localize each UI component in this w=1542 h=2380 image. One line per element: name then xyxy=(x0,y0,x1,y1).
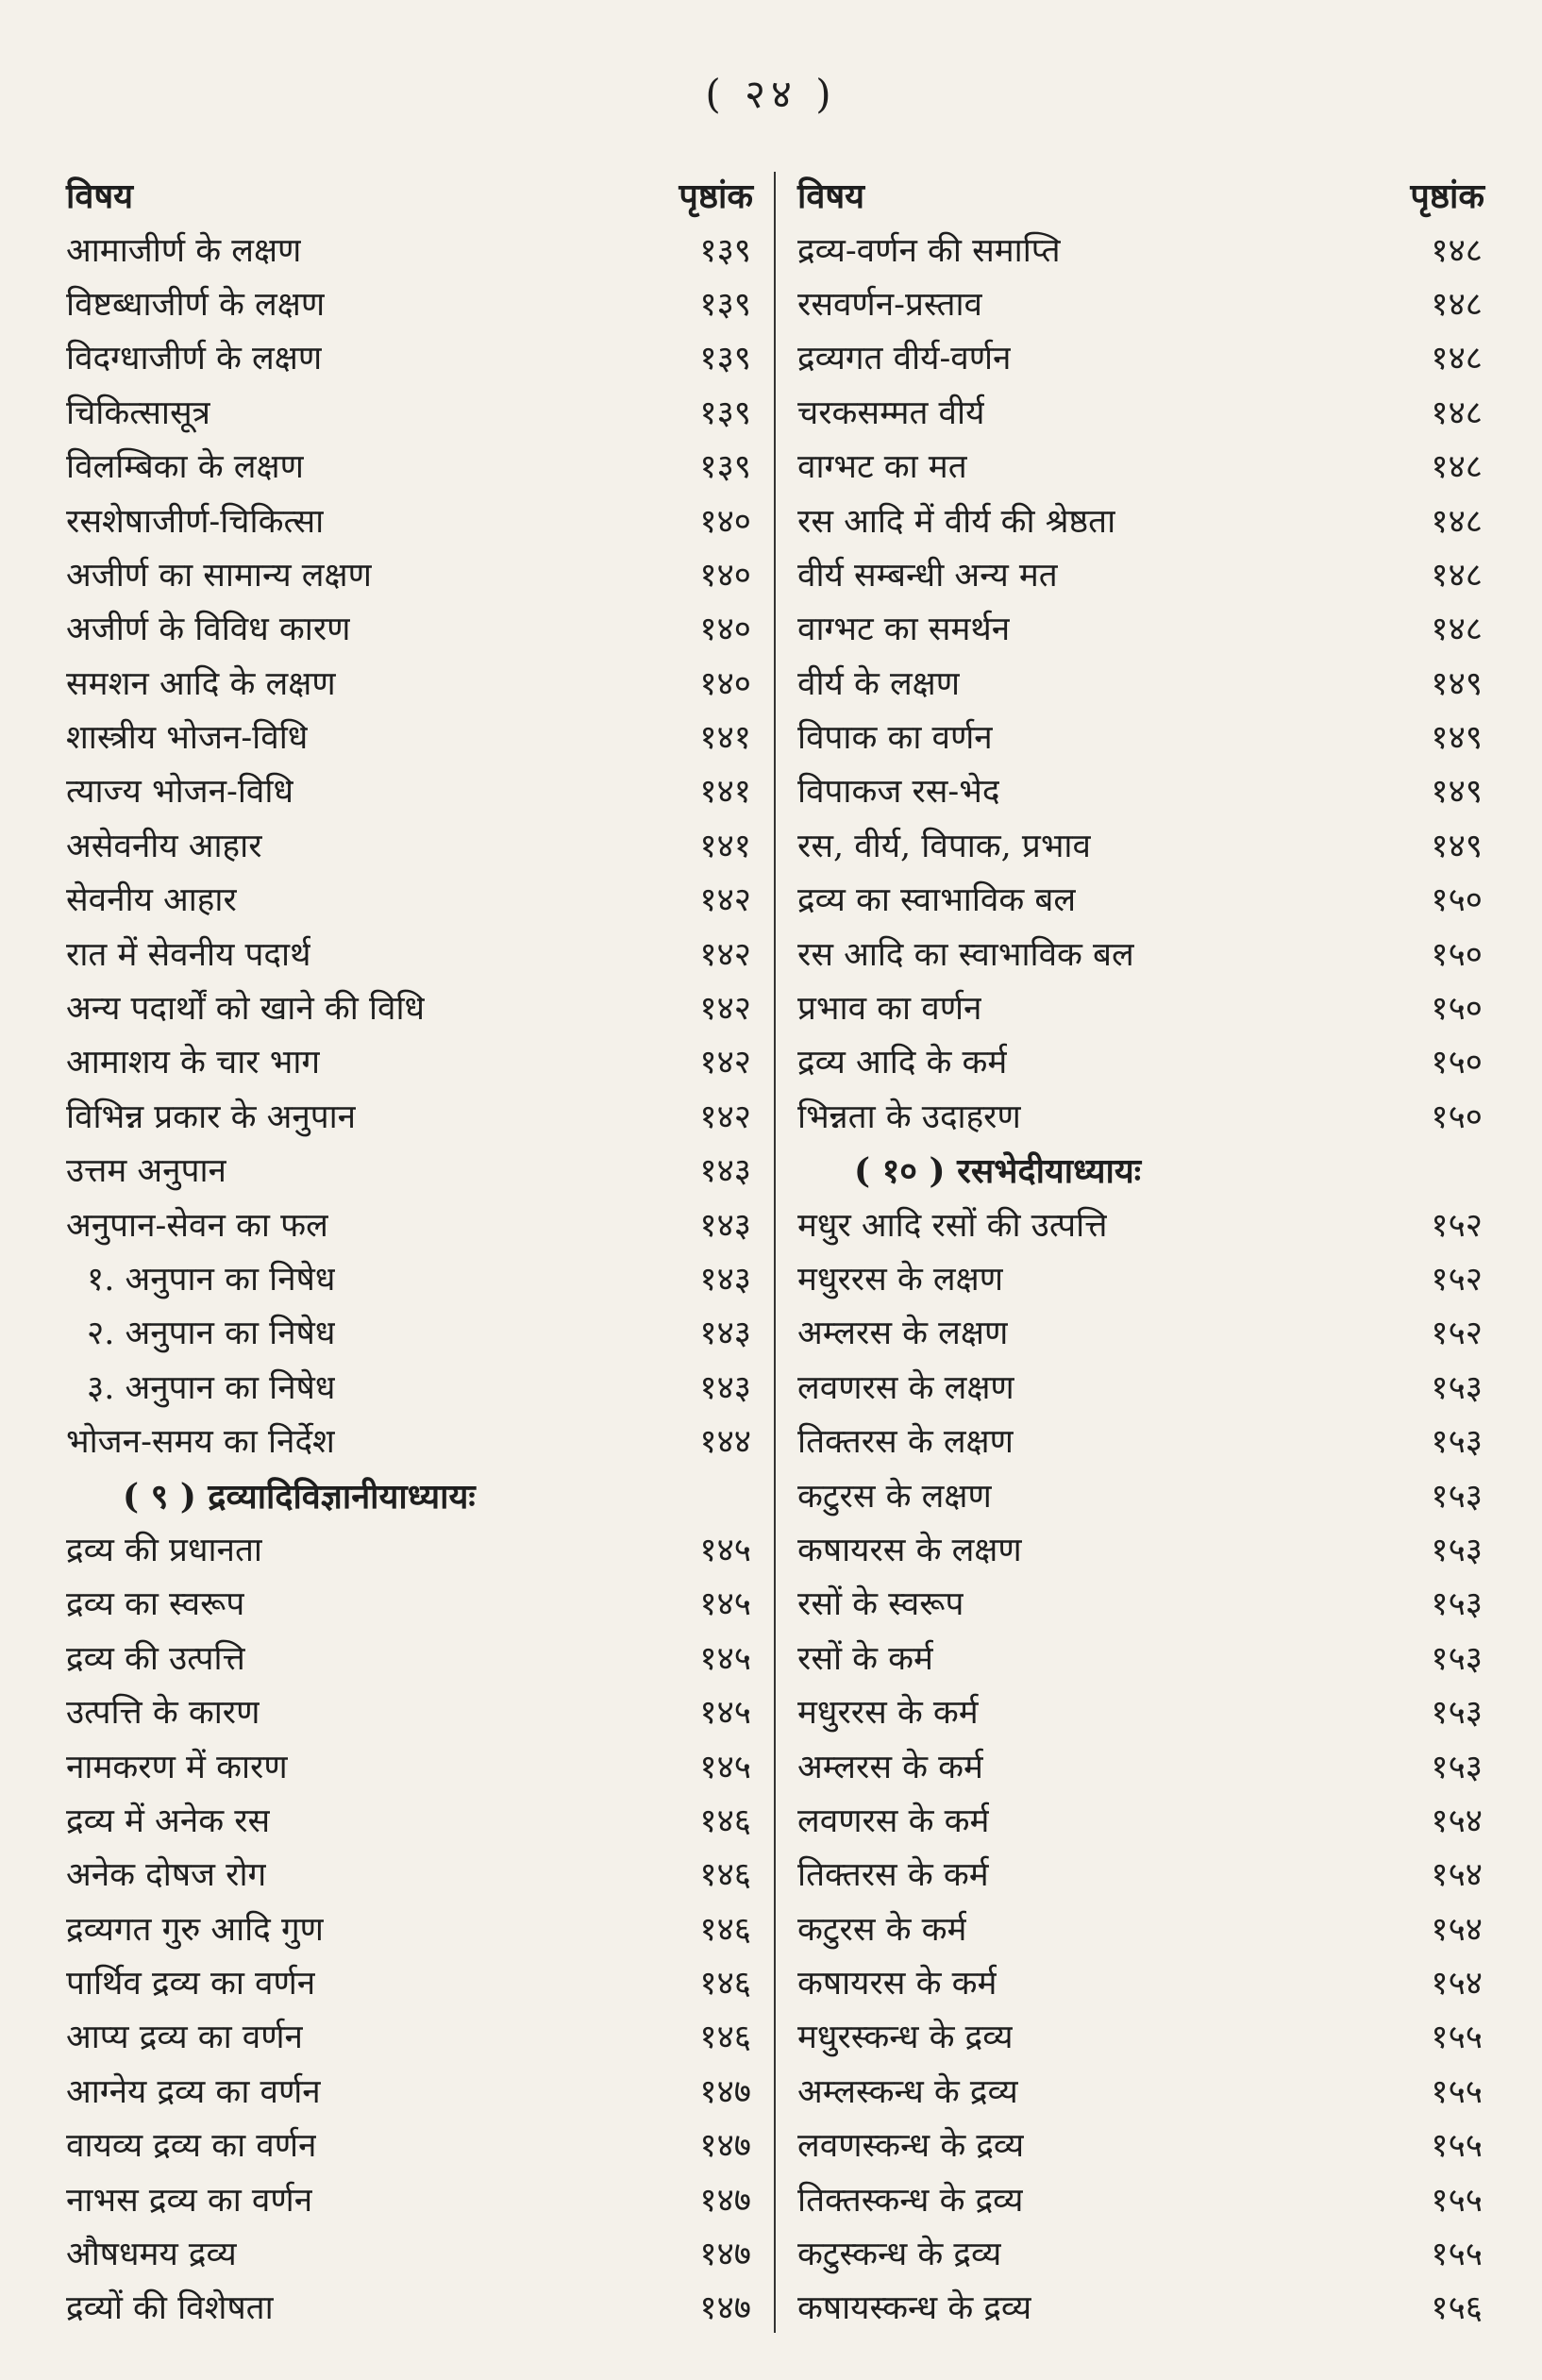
entry-page-number: १३९ xyxy=(699,394,751,432)
entry-title: लवणरस के कर्म xyxy=(797,1802,990,1840)
entry-page-number: १५२ xyxy=(1431,1206,1483,1245)
toc-entry xyxy=(66,818,753,872)
entry-title: औषधमय द्रव्य xyxy=(66,2236,237,2274)
left-column xyxy=(66,168,753,2335)
page-number: ( २४ ) xyxy=(705,71,837,117)
entry-title: द्रव्य की प्रधानता xyxy=(66,1531,262,1569)
toc-entry xyxy=(66,1034,753,1088)
entry-title: २. अनुपान का निषेध xyxy=(87,1315,336,1353)
entry-title: तिक्तरस के कर्म xyxy=(797,1856,989,1895)
entry-title: रस, वीर्य, विपाक, प्रभाव xyxy=(797,827,1091,865)
entry-page-number: १४७ xyxy=(699,2181,751,2220)
toc-entry xyxy=(797,1576,1484,1630)
entry-page-number: १४६ xyxy=(699,1965,751,2003)
entry-title: लवणरस के लक्षण xyxy=(797,1368,1014,1407)
right-column xyxy=(797,168,1484,2335)
toc-entry xyxy=(797,2009,1484,2063)
entry-page-number: १५३ xyxy=(1431,1423,1483,1462)
entry-title: वीर्य सम्बन्धी अन्य मत xyxy=(797,556,1058,595)
entry-title: कषायरस के कर्म xyxy=(797,1965,997,2003)
entry-page-number: १४३ xyxy=(699,1206,751,1245)
entry-page-number: १४१ xyxy=(699,827,751,865)
entry-page-number: १४२ xyxy=(699,1044,751,1082)
entry-page-number: १४७ xyxy=(699,2127,751,2166)
entry-page-number: १४० xyxy=(699,611,751,649)
entry-title: विभिन्न प्रकार के अनुपान xyxy=(66,1098,357,1136)
entry-page-number: १५३ xyxy=(1431,1585,1483,1624)
toc-entry xyxy=(66,601,753,655)
entry-title: अनुपान-सेवन का फल xyxy=(66,1206,328,1245)
entry-page-number: १५५ xyxy=(1431,2127,1483,2166)
entry-page-number: १४९ xyxy=(1431,827,1483,865)
entry-title: द्रव्य आदि के कर्म xyxy=(797,1044,1008,1082)
entry-title: त्याज्य भोजन-विधि xyxy=(66,773,293,812)
left-entry-list xyxy=(66,222,753,2334)
toc-entry xyxy=(66,1738,753,1792)
toc-entry xyxy=(797,1467,1484,1521)
entry-page-number: १४६ xyxy=(699,1910,751,1949)
entry-page-number: १५५ xyxy=(1431,2236,1483,2274)
toc-entry xyxy=(66,330,753,384)
entry-page-number: १४३ xyxy=(699,1261,751,1299)
entry-page-number: १५४ xyxy=(1431,1965,1483,2003)
entry-page-number: १४८ xyxy=(1431,556,1483,595)
entry-title: नाभस द्रव्य का वर्णन xyxy=(66,2181,313,2220)
entry-page-number: १४७ xyxy=(699,2289,751,2328)
entry-title: ३. अनुपान का निषेध xyxy=(87,1368,336,1407)
page-header: पृष्ठांक xyxy=(1410,176,1484,217)
toc-entry xyxy=(66,763,753,817)
entry-title: आमाजीर्ण के लक्षण xyxy=(66,231,302,270)
entry-page-number: १५५ xyxy=(1431,2072,1483,2111)
entry-title: द्रव्य का स्वाभाविक बल xyxy=(797,881,1077,920)
toc-entry xyxy=(66,547,753,601)
entry-page-number: १४५ xyxy=(699,1531,751,1569)
entry-page-number: १४६ xyxy=(699,1802,751,1840)
toc-entry xyxy=(66,493,753,546)
entry-title: वायव्य द्रव्य का वर्णन xyxy=(66,2127,317,2166)
entry-page-number: १३९ xyxy=(699,231,751,270)
entry-title: कषायरस के लक्षण xyxy=(797,1531,1022,1569)
entry-page-number: १४५ xyxy=(699,1585,751,1624)
entry-title: अनेक दोषज रोग xyxy=(66,1856,267,1895)
toc-entry xyxy=(66,2280,753,2334)
toc-entry xyxy=(797,763,1484,817)
toc-entry xyxy=(797,818,1484,872)
entry-page-number: १४६ xyxy=(699,2019,751,2057)
toc-entry xyxy=(797,872,1484,926)
entry-title: द्रव्यों की विशेषता xyxy=(66,2289,274,2328)
entry-title: कटुरस के कर्म xyxy=(797,1910,967,1949)
toc-entry xyxy=(797,1902,1484,1955)
entry-title: रसों के स्वरूप xyxy=(797,1585,964,1624)
entry-page-number: १४८ xyxy=(1431,448,1483,487)
toc-entry xyxy=(66,1522,753,1576)
entry-title: सेवनीय आहार xyxy=(66,881,237,920)
toc-entry xyxy=(797,547,1484,601)
column-divider xyxy=(774,172,776,2333)
toc-entry xyxy=(66,926,753,980)
entry-title: भोजन-समय का निर्देश xyxy=(66,1423,335,1462)
entry-title: भिन्नता के उदाहरण xyxy=(797,1098,1021,1136)
entry-page-number: १४२ xyxy=(699,1098,751,1136)
toc-entry xyxy=(797,2280,1484,2334)
entry-page-number: १४० xyxy=(699,556,751,595)
entry-title: अजीर्ण के विविध कारण xyxy=(66,611,351,649)
toc-entry xyxy=(66,2118,753,2171)
toc-entry xyxy=(797,2118,1484,2171)
entry-page-number: १४४ xyxy=(699,1423,751,1462)
toc-entry xyxy=(797,1738,1484,1792)
toc-entry xyxy=(66,222,753,276)
toc-entry xyxy=(66,1414,753,1467)
entry-title: उत्पत्ति के कारण xyxy=(66,1694,260,1733)
page-header: पृष्ठांक xyxy=(679,176,753,217)
entry-page-number: १५३ xyxy=(1431,1639,1483,1678)
entry-title: द्रव्य-वर्णन की समाप्ति xyxy=(797,231,1061,270)
entry-title: द्रव्य की उत्पत्ति xyxy=(66,1639,245,1678)
entry-page-number: १५३ xyxy=(1431,1368,1483,1407)
entry-page-number: १४९ xyxy=(1431,719,1483,758)
toc-entry xyxy=(66,1305,753,1359)
entry-title: वीर्य के लक्षण xyxy=(797,664,961,703)
entry-title: प्रभाव का वर्णन xyxy=(797,990,982,1029)
entry-title: शास्त्रीय भोजन-विधि xyxy=(66,719,309,758)
entry-page-number: १४७ xyxy=(699,2072,751,2111)
entry-page-number: १४० xyxy=(699,664,751,703)
toc-entry xyxy=(797,1955,1484,2009)
entry-page-number: १४५ xyxy=(699,1748,751,1786)
entry-title: उत्तम अनुपान xyxy=(66,1152,226,1191)
entry-page-number: १४८ xyxy=(1431,394,1483,432)
toc-entry xyxy=(66,980,753,1034)
toc-entry xyxy=(797,980,1484,1034)
toc-entry xyxy=(66,1902,753,1955)
toc-entry xyxy=(66,1360,753,1414)
toc-entry xyxy=(797,1034,1484,1088)
entry-page-number: १५३ xyxy=(1431,1748,1483,1786)
toc-entry xyxy=(797,1251,1484,1305)
toc-entry xyxy=(797,493,1484,546)
toc-entry xyxy=(797,277,1484,330)
toc-entry xyxy=(797,385,1484,439)
toc-entry xyxy=(66,1631,753,1684)
toc-entry xyxy=(797,222,1484,276)
toc-entry xyxy=(797,1793,1484,1847)
entry-page-number: १३९ xyxy=(699,448,751,487)
entry-title: द्रव्यगत गुरु आदि गुण xyxy=(66,1910,324,1949)
entry-title: रात में सेवनीय पदार्थ xyxy=(66,935,311,974)
entry-title: आप्य द्रव्य का वर्णन xyxy=(66,2019,303,2057)
entry-page-number: १५० xyxy=(1431,935,1483,974)
entry-title: मधुर आदि रसों की उत्पत्ति xyxy=(797,1206,1108,1245)
toc-entry xyxy=(797,2171,1484,2225)
toc-entry xyxy=(66,2064,753,2118)
entry-title: अम्लस्कन्ध के द्रव्य xyxy=(797,2072,1018,2111)
entry-page-number: १५० xyxy=(1431,881,1483,920)
toc-entry xyxy=(797,439,1484,493)
entry-title: अम्लरस के कर्म xyxy=(797,1748,983,1786)
entry-page-number: १४८ xyxy=(1431,502,1483,541)
toc-entry xyxy=(66,710,753,763)
entry-page-number: १५० xyxy=(1431,1044,1483,1082)
entry-page-number: १४८ xyxy=(1431,285,1483,324)
entry-page-number: १४३ xyxy=(699,1315,751,1353)
entry-title: विपाकज रस-भेद xyxy=(797,773,1000,812)
entry-page-number: १५४ xyxy=(1431,1856,1483,1895)
entry-page-number: १४१ xyxy=(699,773,751,812)
entry-page-number: १४२ xyxy=(699,990,751,1029)
chapter-heading: ( १० ) रसभेदीयाध्यायः xyxy=(854,1151,1142,1192)
toc-entry xyxy=(66,872,753,926)
entry-title: वाग्भट का मत xyxy=(797,448,967,487)
entry-page-number: १४७ xyxy=(699,2236,751,2274)
chapter-heading: ( ९ ) द्रव्यादिविज्ञानीयाध्यायः xyxy=(123,1476,476,1517)
entry-page-number: १५२ xyxy=(1431,1261,1483,1299)
entry-page-number: १४९ xyxy=(1431,664,1483,703)
entry-title: रस आदि का स्वाभाविक बल xyxy=(797,935,1134,974)
entry-page-number: १५३ xyxy=(1431,1477,1483,1516)
entry-page-number: १५० xyxy=(1431,990,1483,1029)
toc-entry xyxy=(797,710,1484,763)
toc-entry xyxy=(66,439,753,493)
toc-entry xyxy=(797,656,1484,710)
toc-entry xyxy=(66,1089,753,1143)
entry-page-number: १४२ xyxy=(699,881,751,920)
entry-page-number: १५३ xyxy=(1431,1531,1483,1569)
entry-title: कटुरस के लक्षण xyxy=(797,1477,992,1516)
entry-title: चरकसम्मत वीर्य xyxy=(797,394,985,432)
entry-title: द्रव्य में अनेक रस xyxy=(66,1802,271,1840)
toc-entry xyxy=(797,1360,1484,1414)
toc-entry xyxy=(66,1251,753,1305)
entry-page-number: १४९ xyxy=(1431,773,1483,812)
entry-title: तिक्तरस के लक्षण xyxy=(797,1423,1014,1462)
entry-title: लवणस्कन्ध के द्रव्य xyxy=(797,2127,1025,2166)
entry-title: रसवर्णन-प्रस्ताव xyxy=(797,285,982,324)
entry-title: विदग्धाजीर्ण के लक्षण xyxy=(66,340,323,378)
toc-entry xyxy=(66,2226,753,2280)
toc-entry xyxy=(797,1684,1484,1738)
toc-entry xyxy=(797,2226,1484,2280)
entry-page-number: १४२ xyxy=(699,935,751,974)
entry-page-number: १४८ xyxy=(1431,611,1483,649)
toc-entry xyxy=(66,2171,753,2225)
toc-entry xyxy=(66,1684,753,1738)
toc-entry xyxy=(797,1414,1484,1467)
entry-page-number: १३९ xyxy=(699,285,751,324)
entry-title: द्रव्य का स्वरूप xyxy=(66,1585,245,1624)
entry-title: पार्थिव द्रव्य का वर्णन xyxy=(66,1965,316,2003)
entry-page-number: १४३ xyxy=(699,1152,751,1191)
entry-title: १. अनुपान का निषेध xyxy=(87,1261,336,1299)
toc-entry xyxy=(797,1305,1484,1359)
toc-entry xyxy=(66,2009,753,2063)
toc-entry xyxy=(797,1197,1484,1250)
entry-title: विलम्बिका के लक्षण xyxy=(66,448,304,487)
entry-page-number: १३९ xyxy=(699,340,751,378)
entry-title: अजीर्ण का सामान्य लक्षण xyxy=(66,556,372,595)
subject-header: विषय xyxy=(66,176,134,217)
entry-title: विष्टब्धाजीर्ण के लक्षण xyxy=(66,285,326,324)
entry-page-number: १५५ xyxy=(1431,2019,1483,2057)
toc-entry xyxy=(797,1089,1484,1143)
toc-entry xyxy=(66,1793,753,1847)
entry-page-number: १५६ xyxy=(1431,2289,1483,2328)
toc-entry xyxy=(797,1847,1484,1901)
toc-entry xyxy=(797,330,1484,384)
entry-page-number: १५३ xyxy=(1431,1694,1483,1733)
entry-title: द्रव्यगत वीर्य-वर्णन xyxy=(797,340,1012,378)
entry-title: मधुररस के लक्षण xyxy=(797,1261,1004,1299)
entry-page-number: १४१ xyxy=(699,719,751,758)
entry-page-number: १५० xyxy=(1431,1098,1483,1136)
entry-title: रसशेषाजीर्ण-चिकित्सा xyxy=(66,502,325,541)
entry-page-number: १४८ xyxy=(1431,231,1483,270)
toc-entry xyxy=(797,926,1484,980)
entry-title: वाग्भट का समर्थन xyxy=(797,611,1011,649)
entry-page-number: १४८ xyxy=(1431,340,1483,378)
toc-entry xyxy=(66,656,753,710)
entry-page-number: १४० xyxy=(699,502,751,541)
toc-entry xyxy=(66,1955,753,2009)
toc-entry xyxy=(797,2064,1484,2118)
entry-title: विपाक का वर्णन xyxy=(797,719,993,758)
entry-page-number: १५२ xyxy=(1431,1315,1483,1353)
entry-title: आमाशय के चार भाग xyxy=(66,1044,321,1082)
entry-title: कटुस्कन्ध के द्रव्य xyxy=(797,2236,1002,2274)
right-column-header xyxy=(797,168,1484,222)
entry-page-number: १४५ xyxy=(699,1694,751,1733)
toc-entry xyxy=(797,1631,1484,1684)
subject-header: विषय xyxy=(797,176,865,217)
toc-entry xyxy=(66,1576,753,1630)
entry-title: मधुरस्कन्ध के द्रव्य xyxy=(797,2019,1014,2057)
entry-title: असेवनीय आहार xyxy=(66,827,262,865)
toc-entry xyxy=(797,1522,1484,1576)
left-column-header xyxy=(66,168,753,222)
entry-title: कषायस्कन्ध के द्रव्य xyxy=(797,2289,1032,2328)
toc-entry xyxy=(66,1197,753,1250)
toc-entry xyxy=(66,1847,753,1901)
entry-title: रस आदि में वीर्य की श्रेष्ठता xyxy=(797,502,1116,541)
toc-entry xyxy=(797,601,1484,655)
toc-entry xyxy=(66,1143,753,1197)
right-entry-list xyxy=(797,222,1484,2334)
entry-page-number: १५५ xyxy=(1431,2181,1483,2220)
entry-page-number: १५४ xyxy=(1431,1802,1483,1840)
entry-title: चिकित्सासूत्र xyxy=(66,394,210,432)
toc-entry xyxy=(66,277,753,330)
entry-title: मधुररस के कर्म xyxy=(797,1694,979,1733)
entry-title: तिक्तस्कन्ध के द्रव्य xyxy=(797,2181,1024,2220)
entry-title: रसों के कर्म xyxy=(797,1639,933,1678)
entry-title: आग्नेय द्रव्य का वर्णन xyxy=(66,2072,321,2111)
entry-page-number: १४५ xyxy=(699,1639,751,1678)
entry-title: समशन आदि के लक्षण xyxy=(66,664,336,703)
entry-page-number: १४३ xyxy=(699,1368,751,1407)
entry-title: नामकरण में कारण xyxy=(66,1748,288,1786)
entry-title: अन्य पदार्थों को खाने की विधि xyxy=(66,990,426,1029)
toc-entry xyxy=(66,385,753,439)
entry-page-number: १५४ xyxy=(1431,1910,1483,1949)
entry-page-number: १४६ xyxy=(699,1856,751,1895)
entry-title: अम्लरस के लक्षण xyxy=(797,1315,1009,1353)
